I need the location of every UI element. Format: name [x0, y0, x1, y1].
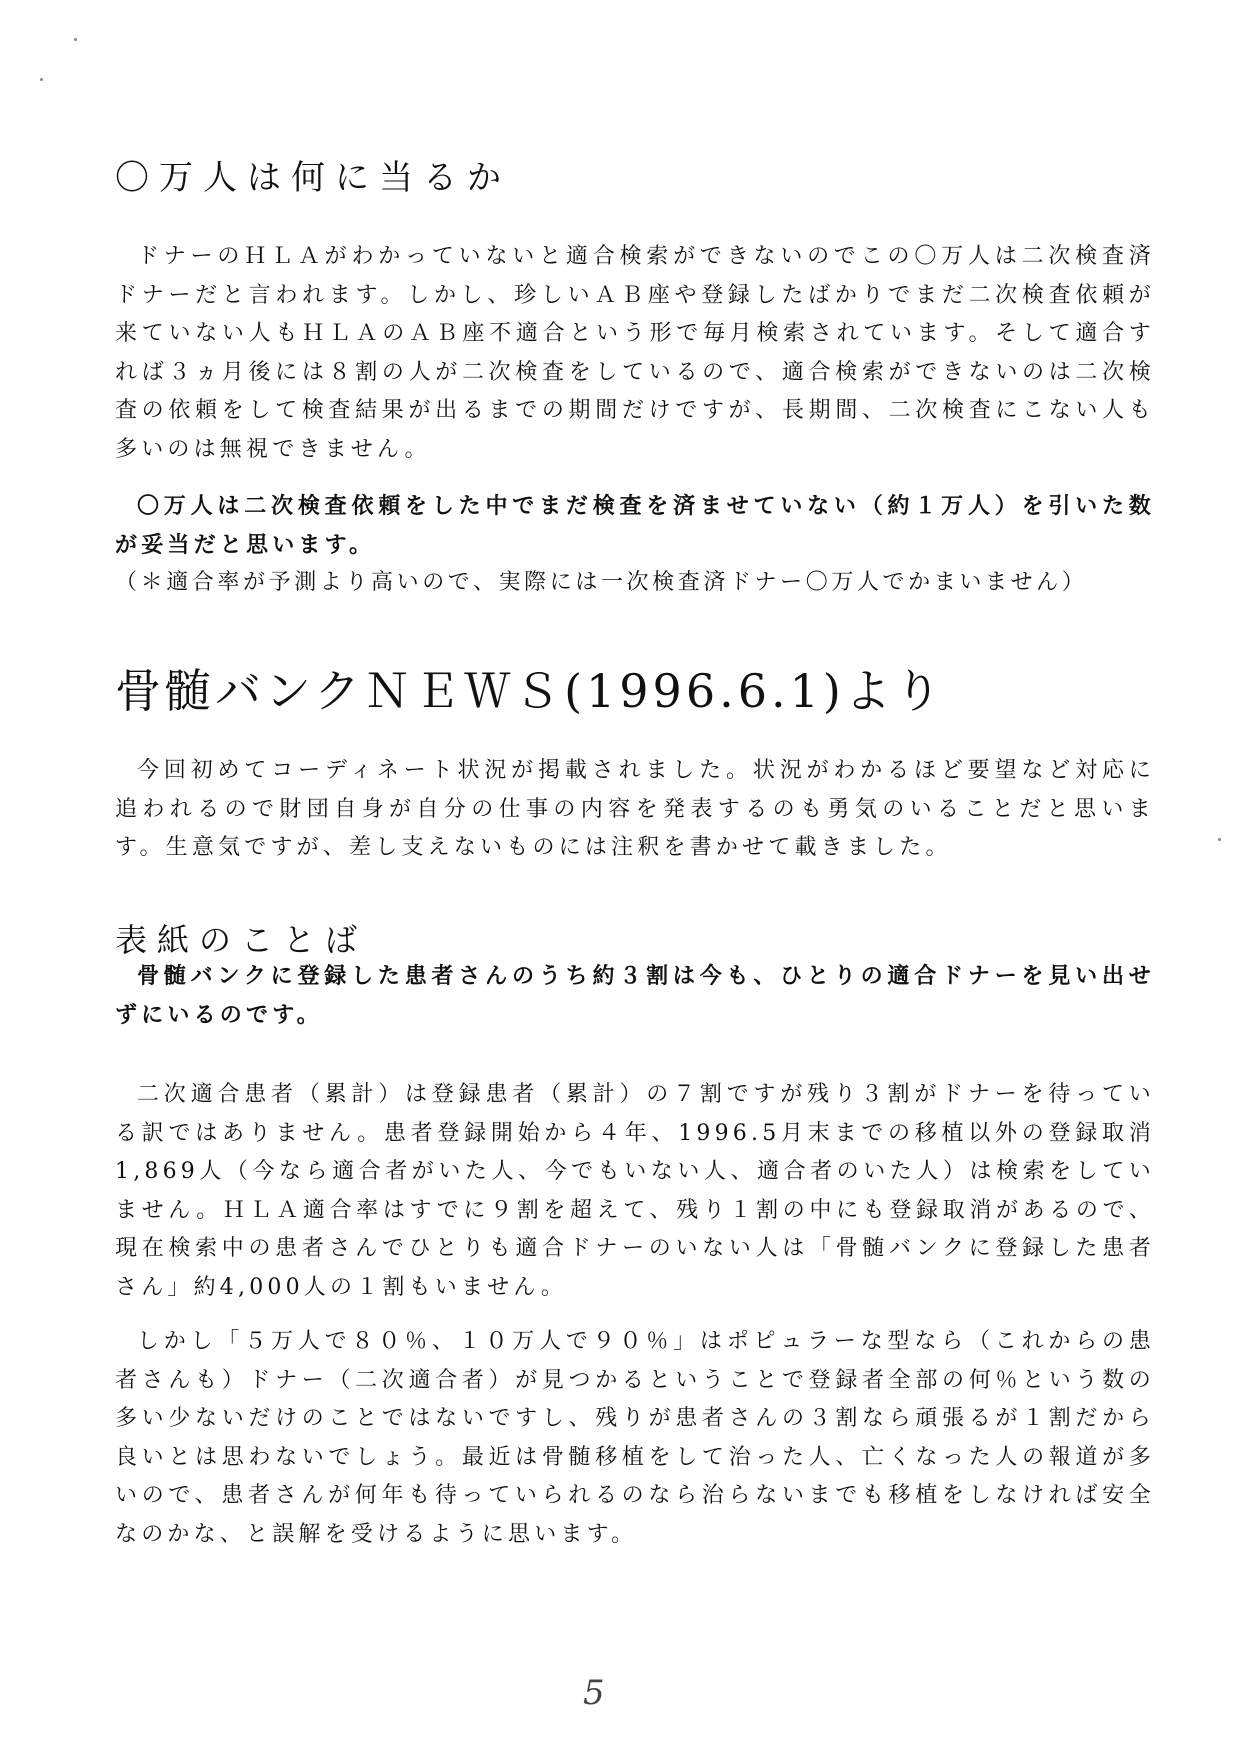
paragraph-misunderstanding: しかし「５万人で８０％、１０万人で９０％」はポピュラーな型なら（これからの患者さんも）ドナー（二次適合者）が見つかるということで登録者全部の何％という数の多い少ないだけのことではないですし、残りが患者さんの３割なら頑張るが１割だから良いとは思わないでしょう。最近は骨髄移植をして治った人、亡くなった人の報道が多いので、患者さんが何年も待っていられるのなら治らないまでも移植をしなければ安全なのかな、と誤解を受けるように思います。	[115, 1329, 1155, 1547]
page-number: 5	[583, 1673, 605, 1713]
paragraph-note: （＊適合率が予測より高いので、実際には一次検査済ドナー〇万人でかまいません）	[115, 570, 1088, 595]
section-heading-cover-words: 表紙のことば	[115, 921, 368, 959]
scan-speck	[40, 78, 43, 81]
paragraph-coordination-status: 今回初めてコーディネート状況が掲載されました。状況がわかるほど要望など対応に追われるので財団自身が自分の仕事の内容を発表するのも勇気のいることだと思います。生意気ですが、差し支えないものには注釈を書かせて載きました。	[115, 758, 1155, 860]
section-heading-coverage: 〇万人は何に当るか	[115, 158, 511, 198]
scan-speck	[1218, 838, 1221, 841]
scan-speck	[74, 38, 77, 41]
paragraph-hla-search: ドナーのＨＬＡがわかっていないと適合検索ができないのでこの〇万人は二次検査済ドナーだと言われます。しかし、珍しいＡＢ座や登録したばかりでまだ二次検査依頼が来ていない人もＨＬＡのＡＢ座不適合という形で毎月検索されています。そして適合すれば３ヵ月後には８割の人が二次検査をしているので、適合検索ができないのは二次検査の依頼をして検査結果が出るまでの期間だけですが、長期間、二次検査にこない人も多いのは無視できません。	[115, 244, 1155, 462]
paragraph-cover-quote: 骨髄バンクに登録した患者さんのうち約３割は今も、ひとりの適合ドナーを見い出せずにいるのです。	[115, 963, 1155, 1028]
paragraph-registration-stats: 二次適合患者（累計）は登録患者（累計）の７割ですが残り３割がドナーを待っている訳ではありません。患者登録開始から４年、1996.5月末までの移植以外の登録取消1,869人（今なら適合者がいた人、今でもいない人、適合者のいた人）は検索をしていません。ＨＬＡ適合率はすでに９割を超えて、残り１割の中にも登録取消があるので、現在検索中の患者さんでひとりも適合ドナーのいない人は「骨髄バンクに登録した患者さん」約4,000人の１割もいません。	[115, 1082, 1155, 1300]
section-heading-news: 骨髄バンクＮＥＷＳ(1996.6.1)より	[115, 664, 945, 718]
paragraph-estimate-bold: 〇万人は二次検査依頼をした中でまだ検査を済ませていない（約１万人）を引いた数が妥当だと思います。	[115, 493, 1155, 558]
